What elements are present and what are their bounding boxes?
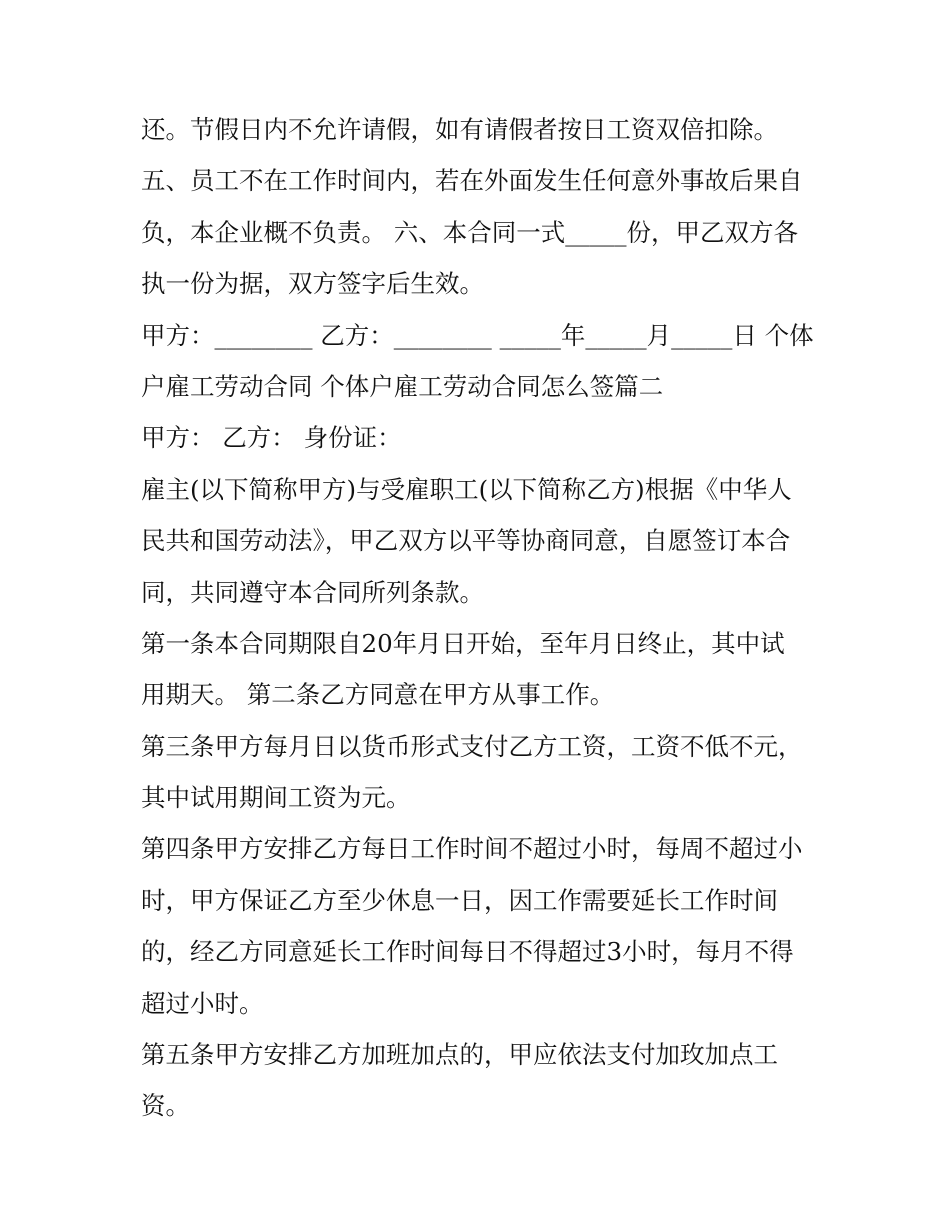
text-line: 还。节假日内不允许请假，如有请假者按日工资双倍扣除。 — [141, 115, 778, 144]
text-line: 超过小时。 — [141, 988, 264, 1018]
text-line: 时，甲方保证乙方至少休息一日，因工作需要延长工作时间 — [141, 885, 778, 915]
text-line: 户雇工劳动合同 个体户雇工劳动合同怎么签篇二 — [141, 371, 664, 401]
text-line: 第一条本合同期限自20年月日开始，至年月日终止，其中试 — [141, 628, 785, 658]
text-line: 用期天。 第二条乙方同意在甲方从事工作。 — [141, 680, 615, 710]
text-line: 第三条甲方每月日以货币形式支付乙方工资，工资不低不元， — [141, 731, 803, 761]
text-line: 其中试用期间工资为元。 — [141, 783, 411, 813]
text-line: 负，本企业概不负责。 六、本合同一式_____份，甲乙双方各 — [141, 217, 799, 247]
text-line: 执一份为据，双方签字后生效。 — [141, 269, 484, 299]
text-line: 五、员工不在工作时间内，若在外面发生任何意外事故后果自 — [141, 166, 803, 196]
text-line: 甲方：________ 乙方：________ _____年_____月_____日 个体 — [141, 320, 814, 350]
document-body — [141, 104, 813, 1132]
text-line: 同，共同遵守本合同所列条款。 — [141, 577, 484, 607]
text-line: 甲方： 乙方： 身份证： — [141, 423, 402, 453]
text-line: 第五条甲方安排乙方加班加点的，甲应依法支付加玫加点工 — [141, 1040, 778, 1070]
text-line: 雇主(以下简称甲方)与受雇职工(以下简称乙方)根据《中华人 — [141, 474, 792, 504]
text-line: 资。 — [141, 1091, 190, 1121]
text-line: 的，经乙方同意延长工作时间每日不得超过3小时，每月不得 — [141, 937, 794, 967]
text-line: 第四条甲方安排乙方每日工作时间不超过小时，每周不超过小 — [141, 834, 803, 864]
text-line: 民共和国劳动法》，甲乙双方以平等协商同意，自愿签订本合 — [141, 526, 791, 556]
